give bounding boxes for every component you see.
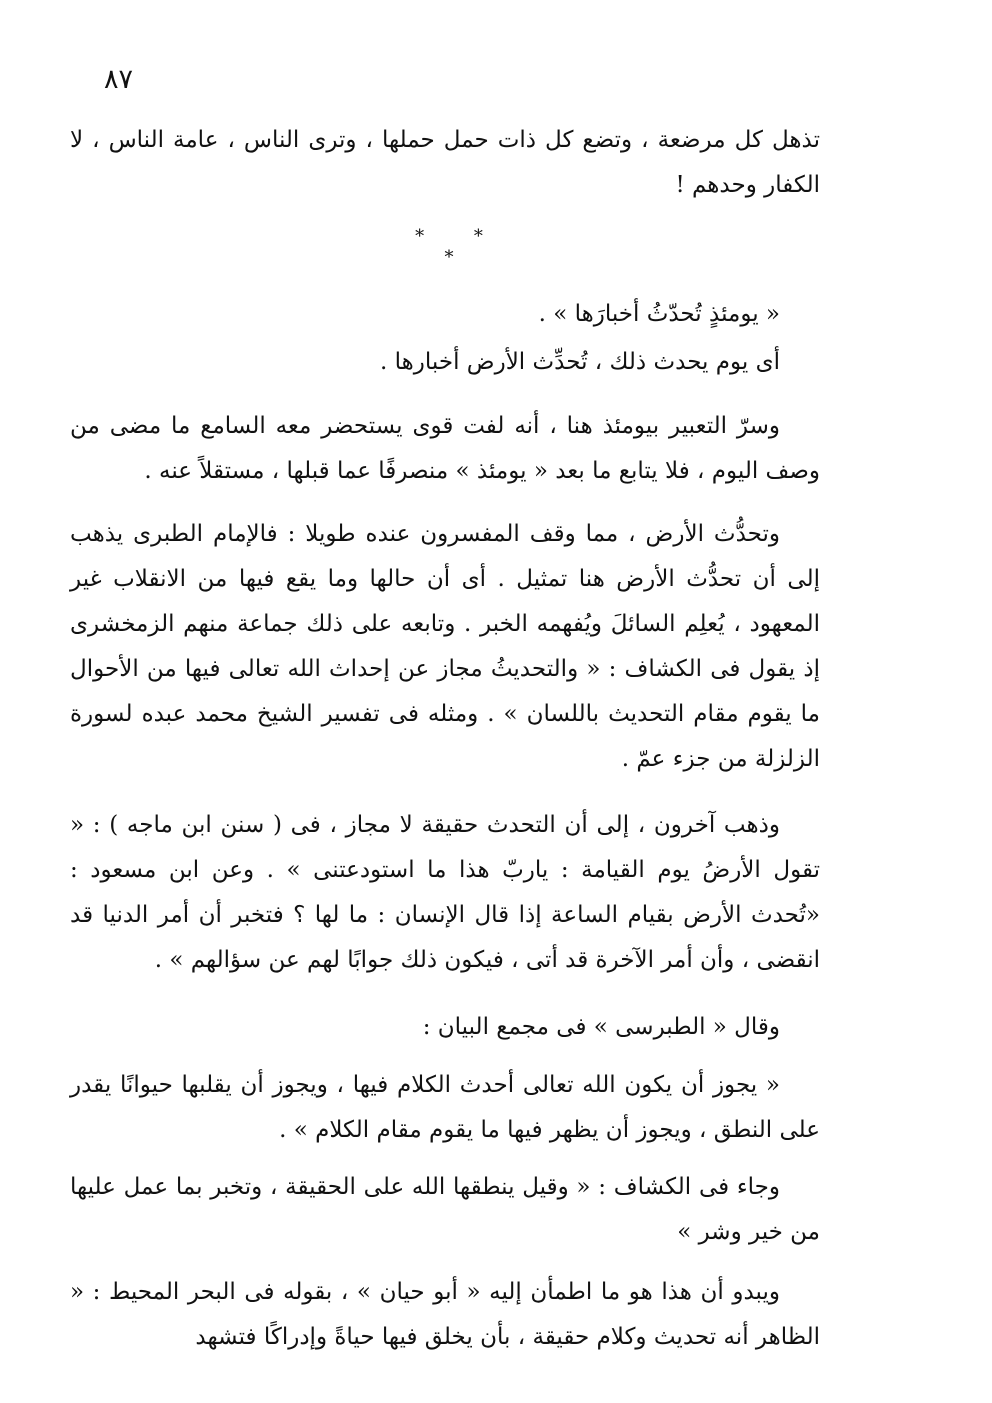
paragraph-tabrisi-quote: « يجوز أن يكون الله تعالى أحدث الكلام فيها ، ويجوز أن يقلبها حيوانًا يقدر على النطق ، ويجوز أن يظهر فيها ما يقوم مقام الكلام » . [70,1072,820,1143]
section-separator: * * * [415,226,505,268]
verse-quote: « يومئذٍ تُحدّثُ أخبارَها » . [538,301,780,327]
paragraph-tahdith: وتحدُّث الأرض ، مما وقف المفسرون عنده طويلا : فالإمام الطبرى يذهب إلى أن تحدُّث الأرض هنا تمثيل . أى أن حالها وما يقع فيها من الانقلاب غير المعهود ، يُعلِم السائلَ ويُفهمه الخبر . وتابعه على ذلك جماعة منهم الزمخشرى إذ يقول فى الكشاف : « والتحديثُ مجاز عن إحداث الله تعالى فيها من الأحوال ما يقوم مقام التحديث باللسان » . ومثله فى تفسير الشيخ محمد عبده لسورة الزلزلة من جزء عمّ . [70,521,820,772]
paragraph-others: وذهب آخرون ، إلى أن التحدث حقيقة لا مجاز ، فى ( سنن ابن ماجه ) : « تقول الأرضُ يوم القيامة : ياربّ هذا ما استودعتنى » . وعن ابن مسعود : «تُحدث الأرض بقيام الساعة إذا قال الإنسان : ما لها ؟ فتخبر أن أمر الدنيا قد انقضى ، وأن أمر الآخرة قد أتى ، فيكون ذلك جوابًا لهم عن سؤالهم » . [70,812,820,973]
paragraph-tabrisi-intro: وقال « الطبرسى » فى مجمع البيان : [422,1014,780,1040]
paragraph-yawma-idhin: وسرّ التعبير بيومئذ هنا ، أنه لفت قوى يستحضر معه السامع ما مضى من وصف اليوم ، فلا يتابع ما بعد « يومئذ » منصرفًا عما قبلها ، مستقلاً عنه . [70,413,820,484]
page-number: ٨٧ [104,64,134,95]
paragraph-continuation: تذهل كل مرضعة ، وتضع كل ذات حمل حملها ، وترى الناس ، عامة الناس ، لا الكفار وحدهم ! [70,127,820,198]
paragraph-abu-hayyan: ويبدو أن هذا هو ما اطمأن إليه « أبو حيان » ، بقوله فى البحر المحيط : « الظاهر أنه تحديث وكلام حقيقة ، بأن يخلق فيها حياةً وإدراكًا فتشهد [70,1279,820,1350]
verse-explanation: أى يوم يحدث ذلك ، تُحدِّث الأرض أخبارها . [380,349,780,375]
paragraph-kashshaf: وجاء فى الكشاف : « وقيل ينطقها الله على الحقيقة ، وتخبر بما عمل عليها من خير وشر » [70,1174,820,1245]
